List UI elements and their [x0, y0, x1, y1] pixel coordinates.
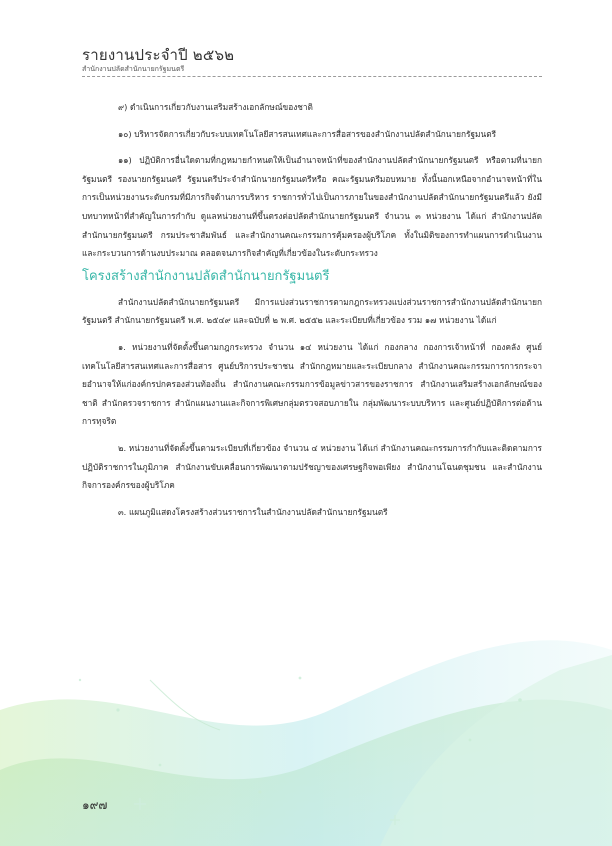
- section-heading: โครงสร้างสำนักงานปลัดสำนักนายกรัฐมนตรี: [82, 268, 330, 284]
- structure-intro: สำนักงานปลัดสำนักนายกรัฐมนตรี มีการแบ่งส่วนราชการตามกฎกระทรวงแบ่งส่วนราชการสำนักงานปลัดสำนักนายกรัฐมนตรี สำนักนายกรัฐมนตรี พ.ศ. ๒๕๔๙ และฉบับที่ ๒ พ.ศ. ๒๕๕๒ และระเบียบที่เกี่ยวข้อง รวม ๑๗ หน่วยงาน ได้แก่: [82, 296, 542, 326]
- document-body: [82, 98, 542, 521]
- page-number: ๑๙๗: [82, 798, 108, 812]
- paragraph-item-11: ๑๑) ปฏิบัติการอื่นใดตามที่กฎหมายกำหนดให้เป็นอำนาจหน้าที่ของสำนักงานปลัดสำนักนายกรัฐมนตรี หรือตามที่นายกรัฐมนตรี รองนายกรัฐมนตรี รัฐมนตรีประจำสำนักนายกรัฐมนตรีหรือ คณะรัฐมนตรีมอบหมาย ทั้งนี้นอกเหนือจากอำนาจหน้าที่ในการเป็นหน่วยงานระดับกรมที่มีภารกิจด้านการบริหาร ราชการทั่วไปเป็นการภายในของสำนักงานปลัดสำนักนายกรัฐมนตรีแล้ว ยังมีบทบาทหน้าที่สำคัญในการกำกับ ดูแลหน่วยงานที่ขึ้นตรงต่อปลัดสำนักนายกรัฐมนตรี จำนวน ๓ หน่วยงาน ได้แก่ สำนักงานปลัดสำนักนายกรัฐมนตรี กรมประชาสัมพันธ์ และสำนักงานคณะกรรมการคุ้มครองผู้บริโภค ทั้งในมิติของการทำแผนการดำเนินงาน และกระบวนการด้านงบประมาณ ตลอดจนภารกิจสำคัญที่เกี่ยวข้องในระดับกระทรวง: [82, 155, 542, 259]
- page-header: [82, 46, 542, 74]
- agency-subtitle: สำนักงานปลัดสำนักนายกรัฐมนตรี: [82, 65, 185, 73]
- paragraph-item-9: ๙) ดำเนินการเกี่ยวกับงานเสริมสร้างเอกลักษณ์ของชาติ: [118, 102, 313, 112]
- structure-item-2: ๒. หน่วยงานที่จัดตั้งขึ้นตามระเบียบที่เกี่ยวข้อง จำนวน ๔ หน่วยงาน ได้แก่ สำนักงานคณะกรรมการกำกับและติดตามการปฏิบัติราชการในภูมิภาค สำนักงานขับเคลื่อนการพัฒนาตามปรัชญาของเศรษฐกิจพอเพียง สำนักงานโฉนดชุมชน และสำนักงานกิจการองค์กรของผู้บริโภค: [82, 442, 542, 491]
- structure-item-3: ๓. แผนภูมิแสดงโครงสร้างส่วนราชการในสำนักงานปลัดสำนักนายกรัฐมนตรี: [118, 506, 388, 517]
- paragraph-item-10: ๑๐) บริหารจัดการเกี่ยวกับระบบเทคโนโลยีสารสนเทศและการสื่อสารของสำนักงานปลัดสำนักนายกรัฐมนตรี: [118, 128, 497, 139]
- header-divider: [82, 76, 542, 77]
- structure-item-1: ๑. หน่วยงานที่จัดตั้งขึ้นตามกฎกระทรวง จำนวน ๑๔ หน่วยงาน ได้แก่ กองกลาง กองการเจ้าหน้าที่ กองคลัง ศูนย์เทคโนโลยีสารสนเทศและการสื่อสาร ศูนย์บริการประชาชน สำนักกฎหมายและระเบียบกลาง สำนักงานคณะกรรมการการกระจายอำนาจให้แก่องค์กรปกครองส่วนท้องถิ่น สำนักงานคณะกรรมการข้อมูลข่าวสารของราชการ สำนักงานเสริมสร้างเอกลักษณ์ของชาติ สำนักตรวจราชการ สำนักแผนงานและกิจการพิเศษกลุ่มตรวจสอบภายใน กลุ่มพัฒนาระบบบริหาร และศูนย์ปฏิบัติการต่อต้านการทุจริต: [82, 341, 542, 427]
- report-title: รายงานประจำปี ๒๕๖๒: [82, 46, 235, 64]
